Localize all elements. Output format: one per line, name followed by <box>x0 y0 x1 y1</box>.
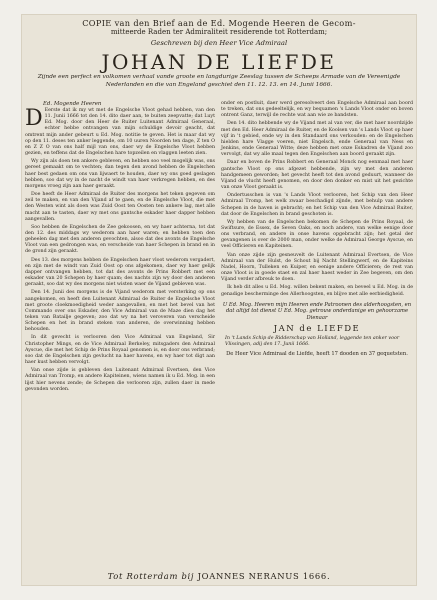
title-line-3: Geschreven bij den Heer Vice Admiraal <box>150 39 288 47</box>
title-line-1: COPIE van den Brief aan de Ed. Mogende Heeren de Gecom- <box>82 18 356 28</box>
paragraph: Den 14. Junii des morgens is de Vijand wederom met versterking op ons aangekomen, en heeft den Luitenant Admiraal de Ruiter de Engelsche Vloot met groote cloekmoedigheid weder aangevallen, en met het bevel van het Commando over ons Eskader, den Vice Admiraal van de Maze dien dag het teken van Batailje gegeven; zoo dat wy na het veroveren van verscheide Schepen en het in brand steken van anderen, de overwinning hebben behouden. <box>25 290 215 333</box>
imprint-prefix: Tot Rotterdam bij <box>107 571 195 581</box>
right-column <box>221 101 413 358</box>
salutation: Ed. Mogende Heeren <box>43 101 102 107</box>
paragraph: Van onse zijde is gebleven den Luitenant Admiraal Evertsen, den Vice Admiraal van Tromp, en andere Kapiteinen, wiens namen ik u Ed. Mog. in een lijst hier nevens zende; de Schepen die verlooren zijn, zullen daer in mede gevonden worden. <box>25 368 215 392</box>
right-body <box>221 101 413 298</box>
signature: JAN de LIEFDE <box>273 324 361 335</box>
drop-cap: D <box>25 106 43 131</box>
signature-block <box>221 302 413 358</box>
closing-formula: U Ed. Mog. Heeren mijn Heeren ende Patroonen des alderhoogsten, en dat altijd tot dienst U Ed. Mog. getrouw onderdanige en gehoorzame Dienaar <box>222 301 412 321</box>
paragraph: Daar en boven de Prins Robbert en Generaal Monck nog eenmaal met haer gantsche Vloot op ons afgezet hebbende, zijn wy met den anderen handgemeen geworden; het gevecht heeft tot den avond geduurt, wanneer de Vijand de vlucht heeft genomen, en door den donker en mist uit het gezichte van onze Vloot geraakt is. <box>221 160 413 191</box>
paragraph: D Eerste dat ik my wt met de Engelsche Vloot gehad hebben, van den 11. Junii 1666 tot den 14. dito daer aan, te buiten zeepvatte; dat Luyt Ed. Mog. door den Heer de Ruiter Luitenant Admiraal Generaal, echter hebbe ontvangen van mijn schuldige devoir geacht, dat omtrent mijn ander gebeurt u Ed. Mog. notitie te geven. Het is maar dat wy op den 11. deses ten anker leggende, om 10 uuren Noorden ten dage, Z ten O en Z Z O van ons half mijl van ons, daer wy de Engelsche Vloot hebben gezien, en teffens dat de Engelschen hare topzeilen en vlaggen leeten zien. <box>25 106 215 157</box>
paragraph: Ondertusschen is van 's Lands Vloot verlooren, het Schip van den Heer Admiraal Tromp, het welk zwaar beschadigd zijnde, met behulp van andere Schepen in de haven is gebracht; en het Schip van den Vice Admiraal Ruiter, dat door de Engelschen in brand geschoten is. <box>221 193 413 217</box>
paragraph: Den 14. dito hebbende wy de Vijand met al van ver, die met haer noordzijde met den Ed. Heer Admiraal de Ruiter, en de Koolsen van 's Lands Vloot op haer vijf in 't gebied, ende wy in den Standaard ons verkouden: en de Engelschen hielden hare Vlagge voeren, niet Engelsch, ende Generaal van Ness en Jenkins, ende Generaal Witte; deze hebben met onze Eskadren de Vijand zoo vervolgt, dat wy alle maal tegen den Engelschen aan boord geraakt zijn. <box>221 121 413 158</box>
paragraph: Wy zijn als doen ten ankere gebleven, en hebben soo veel mogelijk was, ons gereet gemaakt om te vechten; dan tegen den avond hebben de Engelschen haer best gedaen om ons van lijwaert te houden, daer wy ons goed geslagen hebben, soo dat wy in de nacht de windt van haer verkregen hebben, en des morgens vroeg zijn aan haer geraakt. <box>25 159 215 189</box>
printed-page <box>21 14 417 586</box>
paragraph: Van onze zijde zijn gesneuvelt de Luitenant Admiraal Evertsen, de Vice Admiraal van der Hulst, de Schout bij Nacht Stellingwerf, en de Kapiteins Nadel, Hoorn, Tulleken en Kuiper, en eenige andere Officieren; de rest van onze Vloot is in goede staet en zal haer haest weder in Zee begeven, om den Vijand verder afbreuk te doen. <box>221 252 413 283</box>
paragraph: Doe heeft de Heer Admiraal de Ruiter des morgens het teken gegeven om zeil te maken, en van den Vijand af te gaen, en de Engelsche Vloot, die met den Westen wint als doen was Zuid Oost ten Oosten ten ankere lag, met alle macht aan te tasten, daer wy met ons gantsche eskader haer dapper hebben aangevallen. <box>25 192 215 222</box>
casualty-note: De Heer Vice Admiraal de Liefde, heeft 17 dooden en 37 gequetsten. <box>226 351 408 358</box>
author-name: JOHAN DE LIEFDE <box>101 50 337 74</box>
left-column <box>25 101 215 395</box>
paragraph: Des 13. des morgens hebben de Engelschen haer vloot wederom vergadert, en zijn met de windt van Zuid Oost op ons afgekomen, daer wy haer gelijk dapper ontvangen hebben, tot dat des avonts de Prins Robbert met een eskader van 20 Schepen by haer quam; des nachts zijn wy door den anderen geraakt, soo dat wy des morgens niet wisten waer de Vijand gebleven was. <box>25 257 215 288</box>
paragraph: onder en postluit, daer werd geresolveert den Engelsche Admiraal aan boord te treken, dat ons gedeeltelijk, en wy bequamen 's Lands Vloot onder en boven ontrent Ganz, terwijl de rechte wat aan wie ze bandsten. <box>221 101 413 119</box>
title-block <box>21 18 417 89</box>
imprint-year: 1666. <box>302 571 331 581</box>
left-body <box>25 108 215 393</box>
paragraph: Ik heb dit alles u Ed. Mog. willen bekent maken, en beveel u Ed. Mog. in de genadige bescherminge des Allerhoogsten, en blijve met alle eerbiedigheid. <box>221 285 413 297</box>
imprint <box>21 571 417 581</box>
subtitle: Zijnde een perfect en volkomen verhaal vande groote en langdurige Zeeslag tussen de Scheeps Armade van de Vereenigde Nederlanden en die van Engeland geschiet den 11. 12. 13. en 14. Junii 1666. <box>37 74 401 88</box>
paragraph: Soo hebben de Engelschen de Zee gekoosen, en wy haer achterna, tot dat den 12. des middags wy wederom aan haer waren; en hebben toen den geheelen dag met den anderen gevochten, alsoo dat des avonts de Engelsche Vloot van een gedrongen was, en verscheide van haer Schepen in brand en in de grond zijn geraakt. <box>25 224 215 255</box>
paragraph: In dit gevecht is verlooren den Vice Admiraal van Engeland, Sir Christopher Mings, en de Vice Admiraal Berkeley, mitsgaders den Admiraal Ayscue, die met het Schip de Prins Royaal genomen is, en door ons verbrand; soo dat de Engelschen zijn gevlucht na haer havens, en wy haer tot digt aan haer kust hebben vervolgt. <box>25 335 215 366</box>
title-line-2: mitteerde Raden ter Admiraliteit residerende tot Rotterdam; <box>110 28 328 36</box>
imprint-printer: JOANNES NERANUS <box>197 571 300 581</box>
signature-place-date: In 't Lands Schip de Ridderschap van Holland, leggende ten anker voor Vlissingen, adij den 17. Junii 1666. <box>225 336 400 348</box>
paragraph: Wy hebben van de Engelschen bekomen de Schepen de Prins Royaal, de Swiftsure, de Essex, de Seven Oaks, en noch andere, van welke eenige door ons verbrand, en andere in onse havens opgebracht zijn; het getal der gevangenen is over de 2000 man, onder welke de Admiraal George Ayscue, en veel Officieren en Kapiteinen. <box>221 219 413 250</box>
